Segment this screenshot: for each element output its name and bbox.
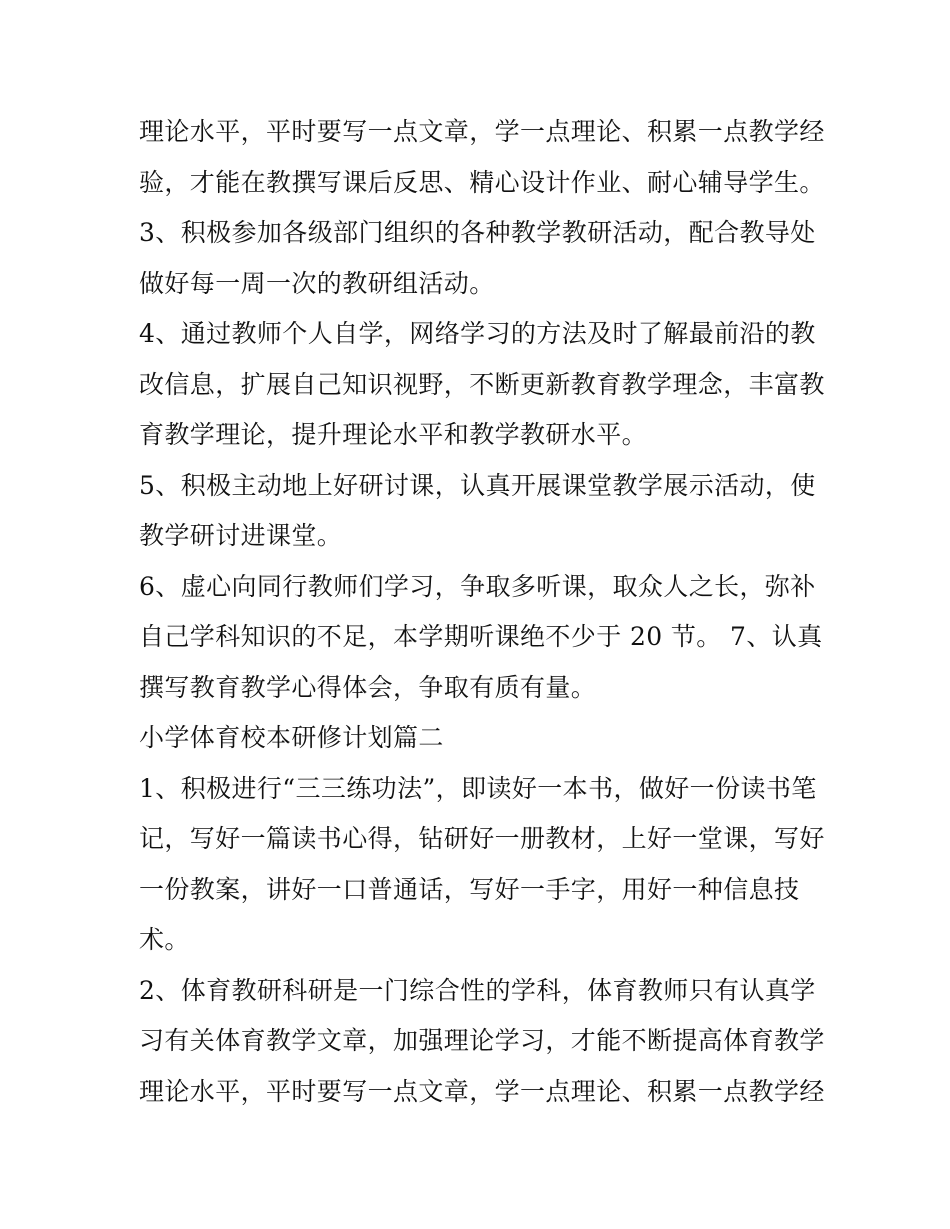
- text-line: 1、积极进行“三三练功法”，即读好一本书，做好一份读书笔: [139, 773, 817, 803]
- text-line: 记，写好一篇读书心得，钻研好一册教材，上好一堂课，写好: [139, 824, 825, 853]
- text-line: 5、积极主动地上好研讨课，认真开展课堂教学展示活动，使: [139, 470, 816, 500]
- text-line: 2、体育教研科研是一门综合性的学科，体育教师只有认真学: [139, 975, 816, 1005]
- text-line: 理论水平，平时要写一点文章，学一点理论、积累一点教学经: [139, 1076, 825, 1106]
- text-line: 教学研讨进课堂。: [139, 521, 343, 550]
- text-line: 术。: [139, 925, 190, 954]
- document-body: [139, 107, 829, 1117]
- text-line: 验，才能在教撰写课后反思、精心设计作业、耐心辅导学生。: [139, 167, 825, 197]
- text-line: 6、虚心向同行教师们学习，争取多听课，取众人之长，弥补: [139, 571, 816, 601]
- text-line: 撰写教育教学心得体会，争取有质有量。: [139, 672, 597, 702]
- text-line: 3、积极参加各级部门组织的各种教学教研活动，配合教导处: [139, 218, 816, 247]
- text-line: 育教学理论，提升理论水平和教学教研水平。: [139, 420, 648, 449]
- text-line: 自己学科知识的不足，本学期听课绝不少于 20 节。 7、认真: [139, 622, 823, 651]
- text-line: 改信息，扩展自己知识视野，不断更新教育教学理念，丰富教: [139, 369, 825, 399]
- text-line: 一份教案，讲好一口普通话，写好一手字，用好一种信息技: [139, 874, 800, 904]
- text-line: 习有关体育教学文章，加强理论学习，才能不断提高体育教学: [139, 1026, 825, 1055]
- text-line: 4、通过教师个人自学，网络学习的方法及时了解最前沿的教: [139, 319, 816, 348]
- text-line: 做好每一周一次的教研组活动。: [139, 268, 495, 298]
- section-heading: 小学体育校本研修计划篇二: [139, 723, 444, 752]
- text-line: 理论水平，平时要写一点文章，学一点理论、积累一点教学经: [139, 117, 825, 146]
